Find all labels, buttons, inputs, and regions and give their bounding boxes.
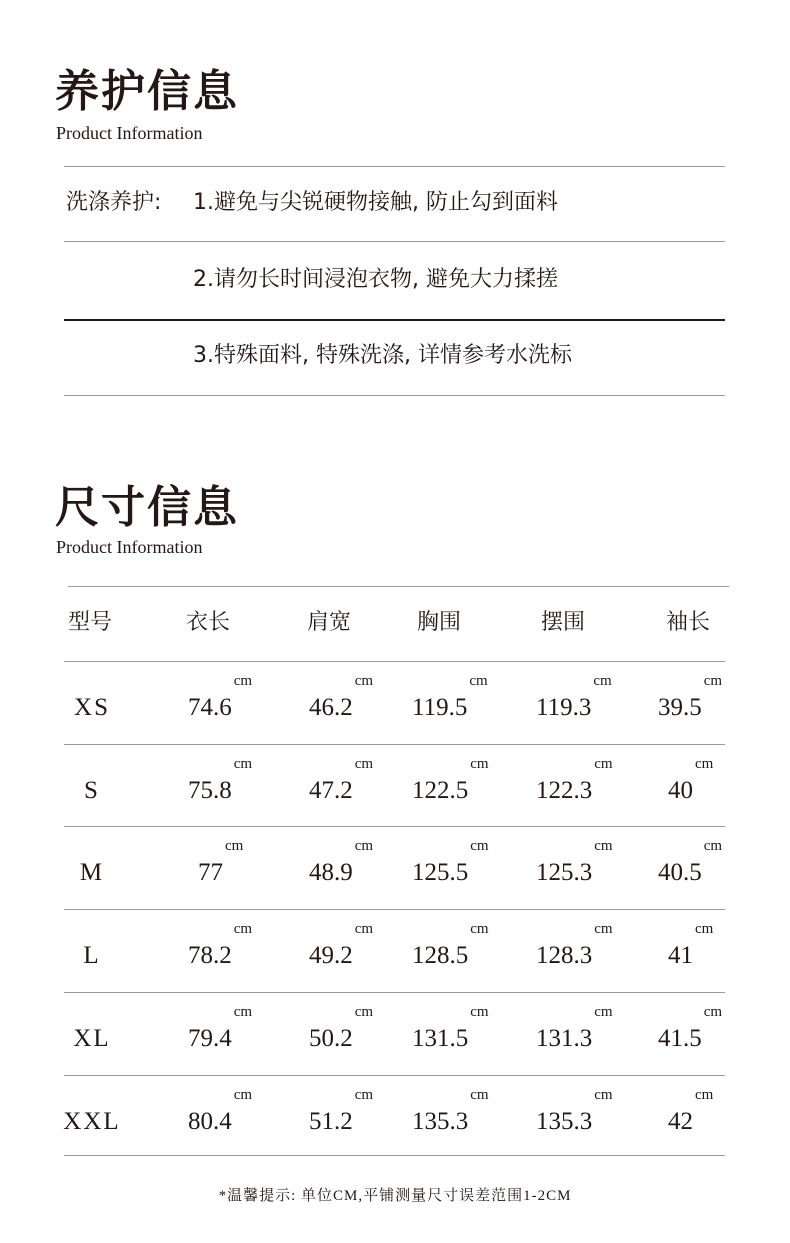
measurement-value: 51.2 cm [309,1087,374,1135]
measurement-value: 75.8 cm [188,756,253,804]
size-value-cell [668,1087,714,1135]
size-value-cell [412,1004,489,1052]
size-value-cell [309,921,374,969]
measurement-unit: cm [470,1004,489,1020]
measurement-value: 41 cm [668,921,714,969]
size-value-cell [188,1004,253,1052]
measurement-unit: cm [354,921,374,937]
measurement-value: 131.5 cm [412,1004,489,1052]
measurement-value: 78.2 cm [188,921,253,969]
size-value-cell [668,921,714,969]
measurement-unit: cm [695,1087,714,1103]
size-value-cell [412,838,489,886]
measurement-unit: cm [703,838,723,854]
size-table-header: 袖长 [666,610,711,635]
size-section-title: 尺寸信息 [55,482,239,533]
measurement-unit: cm [703,1004,723,1020]
measurement-value: 40 cm [668,756,714,804]
measurement-value: 128.3 cm [536,921,613,969]
size-label: M [79,859,105,886]
size-section-subtitle: Product Information [56,537,203,557]
measurement-value: 79.4 cm [188,1004,253,1052]
measurement-value: 42 cm [668,1087,714,1135]
measurement-unit: cm [470,756,489,772]
measurement-value: 135.3 cm [412,1087,489,1135]
measurement-unit: cm [470,838,489,854]
size-value-cell [188,756,253,804]
size-table-divider [64,826,725,827]
size-value-cell [188,673,253,721]
size-note: *温馨提示: 单位CM,平铺测量尺寸误差范围1-2CM [218,1188,572,1204]
measurement-unit: cm [354,1087,374,1103]
measurement-value: 50.2 cm [309,1004,374,1052]
size-table-divider [68,586,729,587]
measurement-value: 135.3 cm [536,1087,613,1135]
size-label: XXL [63,1108,121,1135]
size-table-divider [64,992,725,993]
measurement-unit: cm [593,673,612,689]
measurement-value: 80.4 cm [188,1087,253,1135]
size-value-cell [309,1087,374,1135]
measurement-value: 122.3 cm [536,756,613,804]
measurement-value: 40.5 cm [658,838,723,886]
measurement-unit: cm [354,756,374,772]
measurement-value: 49.2 cm [309,921,374,969]
measurement-value: 119.3 cm [536,673,612,721]
size-table-divider [64,1075,725,1076]
care-section-title: 养护信息 [55,66,239,117]
size-table-header: 衣长 [186,610,231,635]
size-value-cell [412,921,489,969]
measurement-value: 41.5 cm [658,1004,723,1052]
size-label: L [83,942,101,969]
size-table-divider [64,1155,725,1156]
measurement-value: 47.2 cm [309,756,374,804]
size-value-cell [536,921,613,969]
measurement-unit: cm [594,1087,613,1103]
size-label: S [84,777,100,804]
measurement-unit: cm [233,756,253,772]
care-section-subtitle: Product Information [56,123,203,143]
measurement-unit: cm [233,1004,253,1020]
measurement-value: 77 cm [198,838,244,886]
size-value-cell [536,838,613,886]
size-table-divider [64,744,725,745]
measurement-value: 46.2 cm [309,673,374,721]
measurement-value: 125.5 cm [412,838,489,886]
measurement-value: 119.5 cm [412,673,488,721]
measurement-unit: cm [354,838,374,854]
size-table-header: 摆围 [541,610,586,635]
measurement-value: 39.5 cm [658,673,723,721]
size-table-header: 肩宽 [307,610,352,635]
size-value-cell [536,673,612,721]
size-value-cell [309,1004,374,1052]
size-value-cell [658,1004,723,1052]
measurement-unit: cm [594,838,613,854]
size-value-cell [309,838,374,886]
size-label: XS [74,694,110,721]
size-value-cell [412,756,489,804]
measurement-unit: cm [233,673,253,689]
measurement-value: 125.3 cm [536,838,613,886]
size-value-cell [412,1087,489,1135]
size-value-cell [188,921,253,969]
measurement-unit: cm [225,838,244,854]
size-table-divider [64,661,725,662]
size-value-cell [658,838,723,886]
measurement-unit: cm [594,921,613,937]
measurement-unit: cm [594,1004,613,1020]
measurement-unit: cm [695,756,714,772]
size-table-header: 胸围 [417,610,462,635]
size-table-divider [64,909,725,910]
size-value-cell [536,1004,613,1052]
size-value-cell [536,756,613,804]
measurement-value: 74.6 cm [188,673,253,721]
measurement-unit: cm [233,1087,253,1103]
measurement-value: 131.3 cm [536,1004,613,1052]
measurement-unit: cm [354,1004,374,1020]
measurement-unit: cm [233,921,253,937]
care-item-1: 1.避免与尖锐硬物接触, 防止勾到面料 [193,190,558,215]
care-item-3: 3.特殊面料, 特殊洗涤, 详情参考水洗标 [193,343,572,368]
size-value-cell [309,756,374,804]
size-value-cell [412,673,488,721]
measurement-value: 48.9 cm [309,838,374,886]
measurement-unit: cm [354,673,374,689]
size-value-cell [668,756,714,804]
care-item-2: 2.请勿长时间浸泡衣物, 避免大力揉搓 [193,267,558,292]
measurement-unit: cm [470,1087,489,1103]
care-label: 洗涤养护: [66,190,162,215]
measurement-unit: cm [703,673,723,689]
measurement-value: 122.5 cm [412,756,489,804]
size-value-cell [658,673,723,721]
size-label: XL [73,1025,111,1052]
measurement-unit: cm [594,756,613,772]
measurement-unit: cm [470,921,489,937]
size-value-cell [188,1087,253,1135]
size-value-cell [309,673,374,721]
size-value-cell [198,838,244,886]
size-value-cell [536,1087,613,1135]
size-table-header: 型号 [68,610,113,635]
measurement-unit: cm [469,673,488,689]
measurement-value: 128.5 cm [412,921,489,969]
measurement-unit: cm [695,921,714,937]
